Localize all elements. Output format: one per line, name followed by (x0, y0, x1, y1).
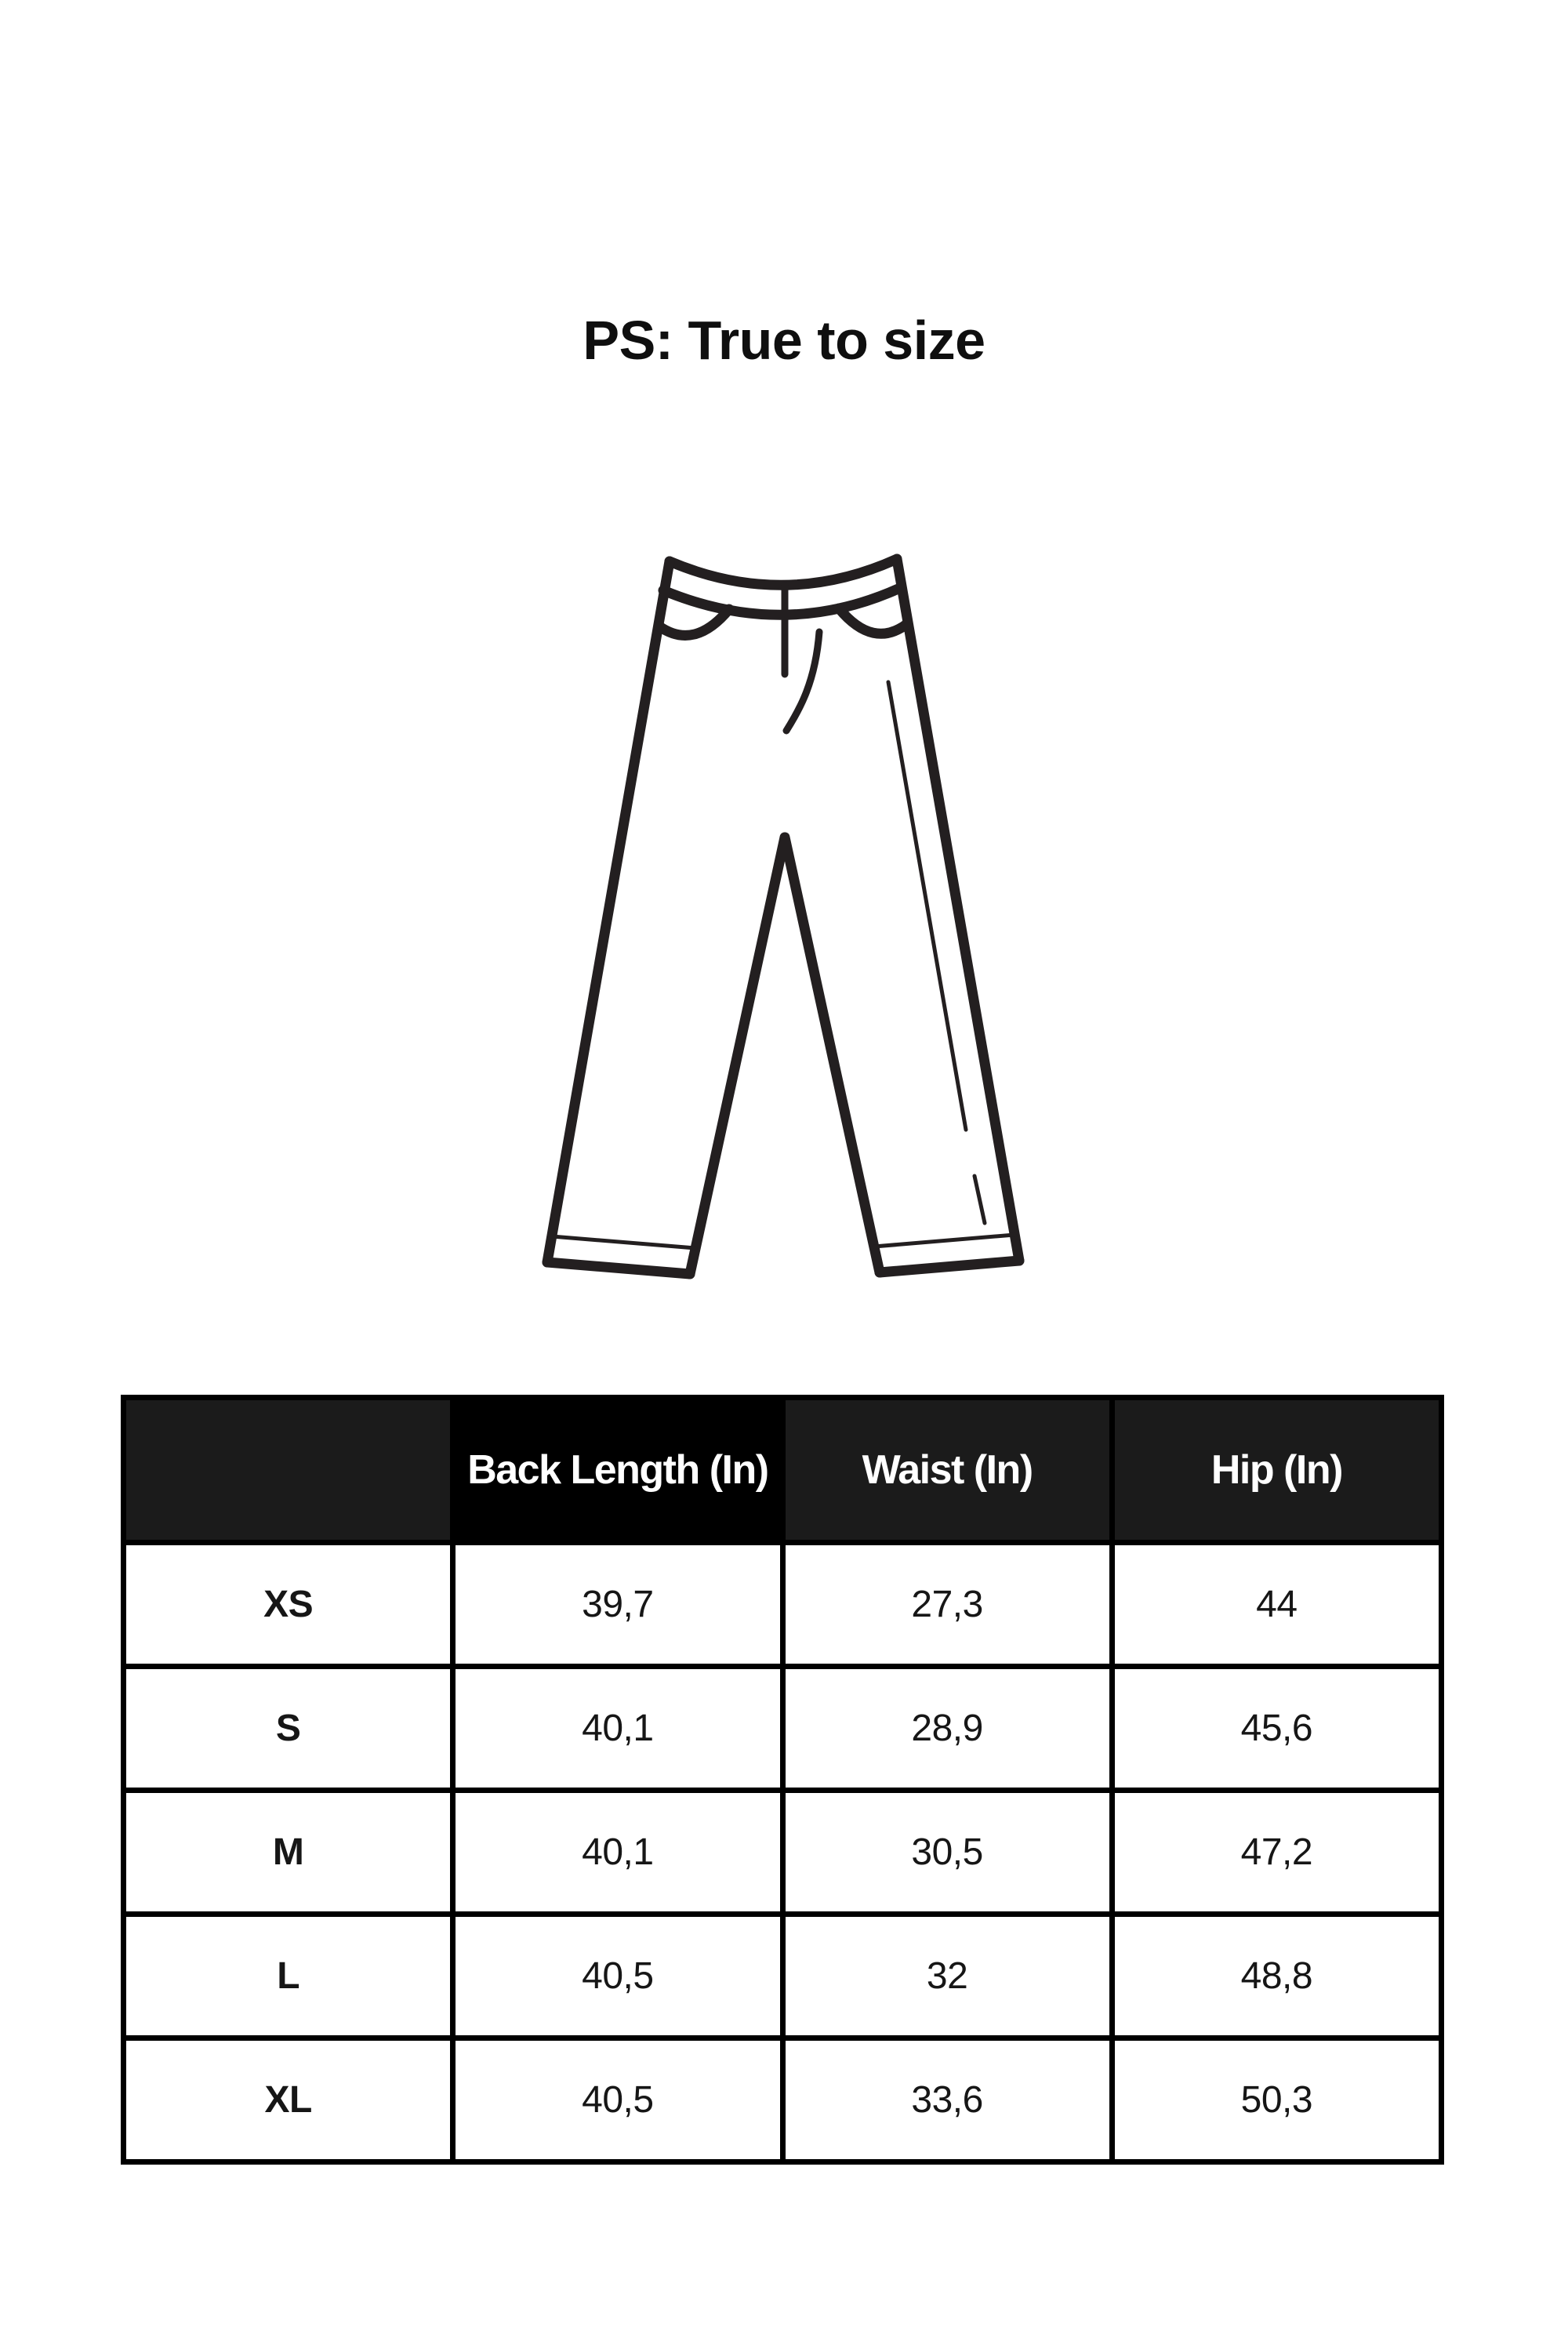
header-cell-back-length: Back Length (In) (453, 1398, 782, 1543)
pants-right-seam-detail-dash (975, 1176, 985, 1223)
header-cell-hip: Hip (In) (1112, 1398, 1441, 1543)
pants-right-outer-seam (897, 559, 1019, 1261)
table-row-l (124, 1915, 1442, 2038)
back-length-cell: 40,1 (453, 1791, 782, 1915)
back-length-cell: 40,5 (453, 2038, 782, 2162)
waist-cell: 30,5 (782, 1791, 1112, 1915)
size-chart-body (124, 1543, 1442, 2162)
pants-right-cuff-line (874, 1235, 1014, 1247)
size-cell: M (124, 1791, 453, 1915)
pants-right-hem (880, 1261, 1019, 1272)
table-row-m (124, 1791, 1442, 1915)
back-length-cell: 40,1 (453, 1667, 782, 1791)
pants-waistband-top-line (670, 559, 897, 585)
size-cell: L (124, 1915, 453, 2038)
waist-cell: 28,9 (782, 1667, 1112, 1791)
pants-left-outer-seam (547, 561, 670, 1262)
size-cell: XS (124, 1543, 453, 1667)
page-title: PS: True to size (583, 310, 985, 371)
hip-cell: 50,3 (1112, 2038, 1441, 2162)
size-cell: XL (124, 2038, 453, 2162)
waist-cell: 33,6 (782, 2038, 1112, 2162)
hip-cell: 45,6 (1112, 1667, 1441, 1791)
hip-cell: 47,2 (1112, 1791, 1441, 1915)
size-cell: S (124, 1667, 453, 1791)
back-length-cell: 40,5 (453, 1915, 782, 2038)
pants-left-cuff-line (552, 1236, 695, 1248)
pants-inseam (690, 837, 880, 1274)
hip-cell: 48,8 (1112, 1915, 1441, 2038)
table-row-xl (124, 2038, 1442, 2162)
waist-cell: 27,3 (782, 1543, 1112, 1667)
back-length-cell: 39,7 (453, 1543, 782, 1667)
pants-illustration (510, 533, 1058, 1317)
size-chart-header (124, 1398, 1442, 1543)
pants-right-pocket-curve (839, 608, 908, 633)
header-cell-empty (124, 1398, 453, 1543)
table-row-s (124, 1667, 1442, 1791)
header-row (124, 1398, 1442, 1543)
waist-cell: 32 (782, 1915, 1112, 2038)
pants-fly-stitch (786, 632, 819, 731)
hip-cell: 44 (1112, 1543, 1441, 1667)
pants-left-hem (547, 1262, 690, 1274)
header-cell-waist: Waist (In) (782, 1398, 1112, 1543)
size-chart-table (121, 1395, 1444, 2165)
table-row-xs (124, 1543, 1442, 1667)
